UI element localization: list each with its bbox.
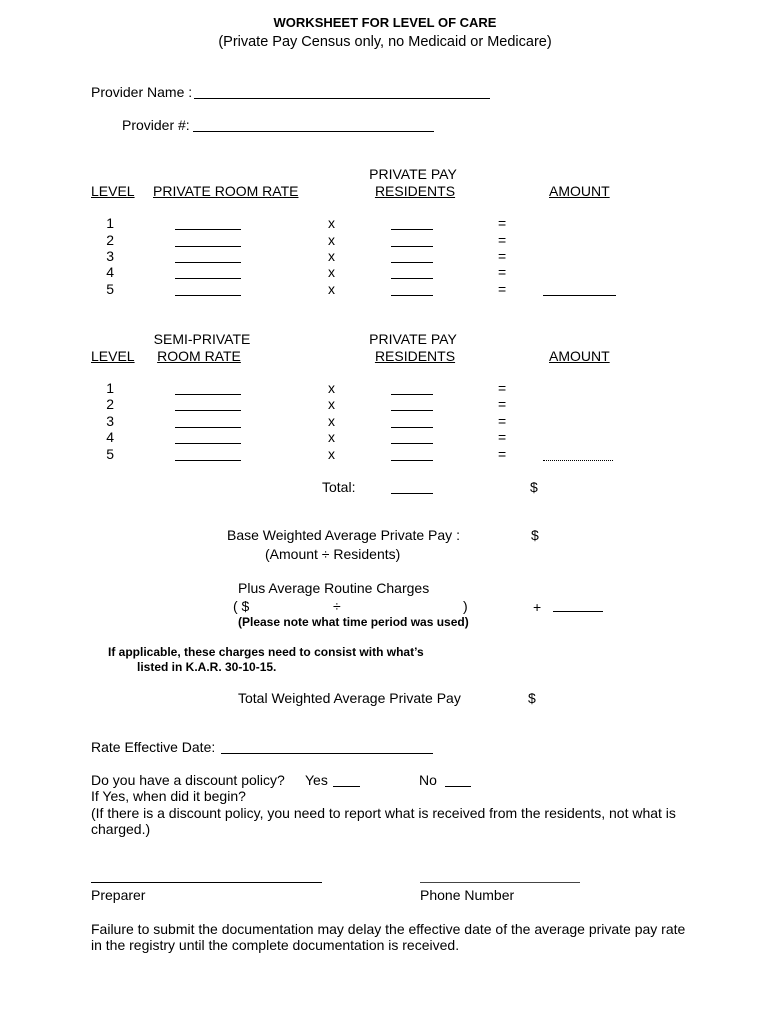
plus-average-close: ) <box>463 598 468 614</box>
total-residents-field[interactable] <box>391 493 433 494</box>
rate-effective-label: Rate Effective Date: <box>91 739 216 755</box>
t1-level-2: 2 <box>106 232 114 248</box>
t1-level-header: LEVEL <box>91 183 135 199</box>
phone-number-field[interactable] <box>420 882 580 883</box>
t1-residents-field[interactable] <box>391 262 433 263</box>
no-field[interactable] <box>445 786 471 787</box>
times-symbol: x <box>328 429 335 445</box>
total-weighted-label: Total Weighted Average Private Pay <box>238 690 461 706</box>
plus-average-open: ( $ <box>233 598 250 614</box>
t1-residents-field[interactable] <box>391 278 433 279</box>
t2-rate-field[interactable] <box>175 427 241 428</box>
t2-rate-field[interactable] <box>175 460 241 461</box>
t2-residents-field[interactable] <box>391 394 433 395</box>
t2-residents-field[interactable] <box>391 443 433 444</box>
t2-residents-header-2: RESIDENTS <box>374 348 456 364</box>
time-period-note: (Please note what time period was used) <box>238 615 469 629</box>
t2-rate-header-1: SEMI-PRIVATE <box>153 331 251 347</box>
applicable-note-line-2: listed in K.A.R. 30-10-15. <box>137 660 277 674</box>
total-label: Total: <box>322 479 356 495</box>
equals-symbol: = <box>498 413 507 429</box>
footer-note-line-2: in the registry until the complete documentation is received. <box>91 937 460 953</box>
t1-amount-total-field[interactable] <box>543 295 616 296</box>
t1-level-5: 5 <box>106 281 114 297</box>
discount-note-line-1: (If there is a discount policy, you need to report what is received from the residents, not what is <box>91 805 676 821</box>
preparer-signature-field[interactable] <box>91 882 322 883</box>
t1-rate-field[interactable] <box>175 246 241 247</box>
equals-symbol: = <box>498 380 507 396</box>
yes-field[interactable] <box>333 786 360 787</box>
equals-symbol: = <box>498 215 507 231</box>
phone-number-label: Phone Number <box>420 887 515 903</box>
no-label: No <box>419 772 437 788</box>
footer-note-line-1: Failure to submit the documentation may delay the effective date of the average private pay rate <box>91 921 686 937</box>
t2-level-1: 1 <box>106 380 114 396</box>
t1-level-3: 3 <box>106 248 114 264</box>
t1-residents-field[interactable] <box>391 295 433 296</box>
t2-residents-field[interactable] <box>391 460 433 461</box>
yes-label: Yes <box>305 772 328 788</box>
base-weighted-formula: (Amount ÷ Residents) <box>265 546 401 562</box>
t2-level-3: 3 <box>106 413 114 429</box>
t2-level-2: 2 <box>106 396 114 412</box>
divide-symbol: ÷ <box>333 598 341 614</box>
t2-rate-header-2: ROOM RATE <box>157 348 241 364</box>
equals-symbol: = <box>498 396 507 412</box>
times-symbol: x <box>328 232 335 248</box>
page-subtitle: (Private Pay Census only, no Medicaid or Medicare) <box>218 34 552 50</box>
plus-symbol: + <box>533 599 542 615</box>
t2-level-5: 5 <box>106 446 114 462</box>
total-weighted-dollar-sign: $ <box>528 690 536 706</box>
t2-rate-field[interactable] <box>175 443 241 444</box>
times-symbol: x <box>328 281 335 297</box>
t1-residents-header-2: RESIDENTS <box>374 183 456 199</box>
base-weighted-dollar-sign: $ <box>531 527 539 543</box>
equals-symbol: = <box>498 248 507 264</box>
discount-note-line-2: charged.) <box>91 821 151 837</box>
preparer-label: Preparer <box>91 887 146 903</box>
t1-rate-field[interactable] <box>175 295 241 296</box>
t2-residents-header-1: PRIVATE PAY <box>369 331 457 347</box>
rate-effective-date-field[interactable] <box>221 753 433 754</box>
times-symbol: x <box>328 396 335 412</box>
t1-level-4: 4 <box>106 264 114 280</box>
times-symbol: x <box>328 413 335 429</box>
provider-name-field[interactable] <box>194 98 490 99</box>
t2-amount-header: AMOUNT <box>549 348 610 364</box>
times-symbol: x <box>328 380 335 396</box>
t1-rate-field[interactable] <box>175 278 241 279</box>
applicable-note-line-1: If applicable, these charges need to consist with what’s <box>108 645 424 659</box>
t2-residents-field[interactable] <box>391 427 433 428</box>
equals-symbol: = <box>498 281 507 297</box>
times-symbol: x <box>328 248 335 264</box>
t1-residents-header-1: PRIVATE PAY <box>369 166 457 182</box>
t1-rate-field[interactable] <box>175 262 241 263</box>
t2-rate-field[interactable] <box>175 410 241 411</box>
discount-question: Do you have a discount policy? <box>91 772 285 788</box>
t2-amount-total-field[interactable] <box>543 460 613 461</box>
base-weighted-label: Base Weighted Average Private Pay : <box>227 527 460 543</box>
equals-symbol: = <box>498 446 507 462</box>
provider-name-label: Provider Name : <box>91 84 193 100</box>
provider-number-field[interactable] <box>193 131 434 132</box>
equals-symbol: = <box>498 232 507 248</box>
times-symbol: x <box>328 264 335 280</box>
t1-rate-header: PRIVATE ROOM RATE <box>153 183 299 199</box>
if-yes-label: If Yes, when did it begin? <box>91 788 246 804</box>
plus-average-label: Plus Average Routine Charges <box>238 580 430 596</box>
page-title: WORKSHEET FOR LEVEL OF CARE <box>273 15 497 30</box>
equals-symbol: = <box>498 429 507 445</box>
t2-level-4: 4 <box>106 429 114 445</box>
t1-amount-header: AMOUNT <box>549 183 610 199</box>
t2-rate-field[interactable] <box>175 394 241 395</box>
t1-rate-field[interactable] <box>175 229 241 230</box>
t2-residents-field[interactable] <box>391 410 433 411</box>
t1-residents-field[interactable] <box>391 246 433 247</box>
t2-level-header: LEVEL <box>91 348 135 364</box>
equals-symbol: = <box>498 264 507 280</box>
total-dollar-sign: $ <box>530 479 538 495</box>
times-symbol: x <box>328 215 335 231</box>
provider-number-label: Provider #: <box>122 117 190 133</box>
times-symbol: x <box>328 446 335 462</box>
t1-level-1: 1 <box>106 215 114 231</box>
t1-residents-field[interactable] <box>391 229 433 230</box>
plus-average-field[interactable] <box>553 611 603 612</box>
